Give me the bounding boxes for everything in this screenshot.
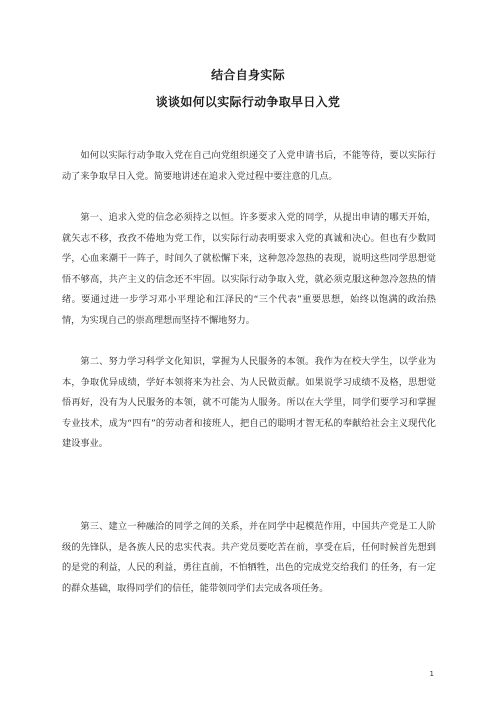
paragraph-intro: 如何以实际行动争取入党在自己向党组织递交了入党申请书后，不能等待，要以实际行动了来争取早日入党。简要地讲述在追求入党过程中要注意的几点。 (62, 150, 436, 182)
paragraph-point-1: 第一、追求入党的信念必须持之以恒。许多要求入党的同学，从提出申请的哪天开始，就矢志不移，孜孜不倦地为党工作，以实际行动表明要求入党的真诚和决心。但也有少数同学，心血来潮干一阵子，时间久了就松懈下来，这种忽冷忽热的表现，说明这些同学思想觉悟不够高，共产主义的信念还不牢固。以实际行动争取入党，就必须克服这种忽冷忽热的情绪。要通过进一步学习邓小平理论和江泽民的“三个代表”重要思想，始终以饱满的政治热情，为实现自己的崇高理想而坚持不懈地努力。 (62, 212, 436, 326)
document-subtitle: 谈谈如何以实际行动争取早日入党 (155, 95, 341, 109)
page-number: 1 (429, 670, 434, 678)
document-title: 结合自身实际 (211, 68, 285, 82)
paragraph-point-3: 第三、建立一种融洽的同学之间的关系，并在同学中起模范作用，中国共产党是工人阶级的先锋队，是各族人民的忠实代表。共产党员要吃苦在前，享受在后，任何时候首先想到的是党的利益，人民的利益，勇往直前，不怕牺牲，出色的完成党交给我们 的任务，有一定的群众基础，取得同学们的信任，能带领同学们去完成各项任务。 (62, 521, 436, 594)
paragraph-point-2: 第二、努力学习科学文化知识，掌握为人民服务的本领。我作为在校大学生，以学业为本，争取优异成绩，学好本领将来为社会、为人民做贡献。如果说学习成绩不及格，思想觉悟再好，没有为人民服务的本领，就不可能为人服务。所以在大学里，同学们要学习和掌握专业技术，成为“四有”的劳动者和接班人，把自己的聪明才智无私的奉献给社会主义现代化建设事业。 (62, 356, 436, 449)
